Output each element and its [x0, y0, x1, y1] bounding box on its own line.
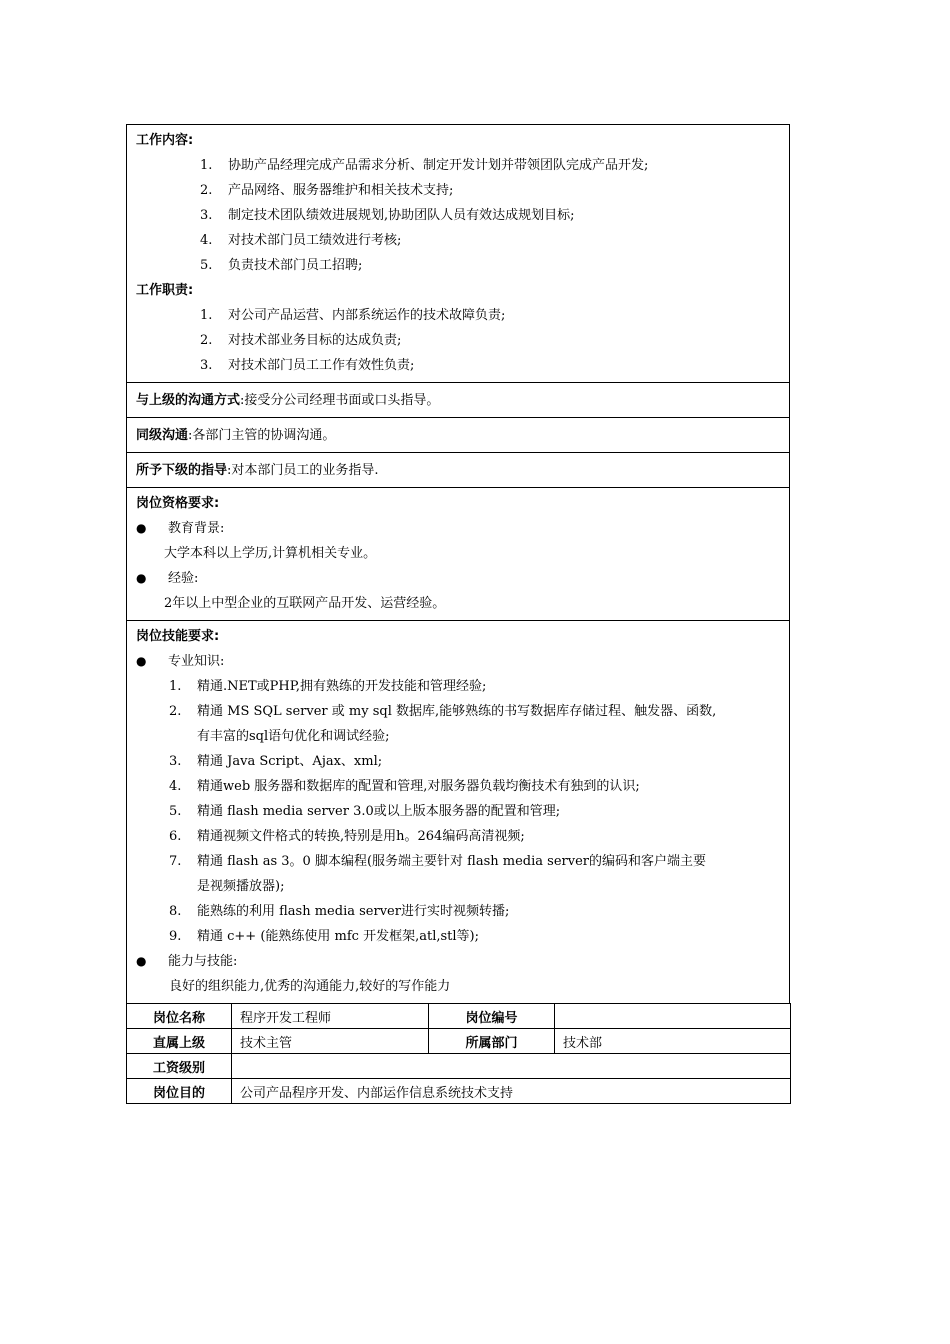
department-value: 技术部: [555, 1029, 791, 1054]
superior-label: 直属上级: [127, 1029, 232, 1054]
work-content-heading: 工作内容:: [136, 133, 194, 148]
item-text: 精通 c++ (能熟练使用 mfc 开发框架,atl,stl等);: [197, 929, 479, 944]
education-bullet-item: [136, 516, 780, 541]
work-duty-list: [136, 303, 780, 378]
list-item: [136, 924, 780, 949]
item-number: 4.: [200, 233, 213, 248]
list-item: [136, 253, 780, 278]
experience-bullet-item: [136, 566, 780, 591]
item-number: 7.: [169, 854, 182, 869]
comm-superior-text: :接受分公司经理书面或口头指导。: [240, 393, 440, 408]
list-item: [136, 899, 780, 924]
superior-value: 技术主管: [232, 1029, 429, 1054]
list-item: [136, 303, 780, 328]
bullet-icon: ●: [136, 521, 147, 535]
item-text: 精通 Java Script、Ajax、xml;: [197, 754, 383, 769]
item-text: 负责技术部门员工招聘;: [228, 258, 363, 273]
item-number: 4.: [169, 779, 182, 794]
education-label: 教育背景:: [168, 521, 225, 536]
item-text: 精通视频文件格式的转换,特别是用h。264编码高清视频;: [197, 829, 525, 844]
list-item: [136, 749, 780, 774]
item-number: 2.: [200, 333, 213, 348]
item-text: 精通web 服务器和数据库的配置和管理,对服务器负载均衡技术有独到的认识;: [197, 779, 640, 794]
item-number: 2.: [169, 704, 182, 719]
item-number: 2.: [200, 183, 213, 198]
comm-peer-text: :各部门主管的协调沟通。: [188, 428, 336, 443]
list-item: [136, 824, 780, 849]
list-item: [136, 774, 780, 799]
comm-peer-row: [127, 418, 789, 453]
knowledge-label: 专业知识:: [168, 654, 225, 669]
item-text: 精通 MS SQL server 或 my sql 数据库,能够熟练的书写数据库存储过程、触发器、函数,: [197, 704, 717, 719]
comm-superior-label: 与上级的沟通方式: [136, 393, 241, 408]
ability-text: 良好的组织能力,优秀的沟通能力,较好的写作能力: [169, 979, 451, 994]
bullet-icon: ●: [136, 654, 147, 668]
item-text: 对公司产品运营、内部系统运作的技术故障负责;: [228, 308, 506, 323]
list-item: [136, 799, 780, 824]
table-row: [127, 1004, 791, 1029]
qualification-section: [127, 488, 789, 621]
experience-label: 经验:: [168, 571, 199, 586]
item-number: 5.: [200, 258, 213, 273]
item-text: 制定技术团队绩效进展规划,协助团队人员有效达成规划目标;: [228, 208, 575, 223]
position-name-value: 程序开发工程师: [232, 1004, 429, 1029]
comm-superior-row: [127, 383, 789, 418]
table-row: [127, 1079, 791, 1104]
salary-level-value: [232, 1054, 791, 1079]
position-info-table: [126, 1003, 791, 1104]
work-duty-heading: 工作职责:: [136, 283, 194, 298]
item-text: 精通 flash as 3。0 脚本编程(服务端主要针对 flash media server的编码和客户端主要: [197, 854, 706, 869]
skills-list: [136, 674, 780, 949]
description-box: [126, 124, 790, 1003]
comm-peer-label: 同级沟通: [136, 428, 189, 443]
position-purpose-label: 岗位目的: [127, 1079, 232, 1104]
bullet-icon: ●: [136, 571, 147, 585]
item-text: 对技术部门员工工作有效性负责;: [228, 358, 415, 373]
work-section: [127, 125, 789, 383]
list-item: [136, 228, 780, 253]
item-text: 能熟练的利用 flash media server进行实时视频转播;: [197, 904, 510, 919]
table-row: [127, 1029, 791, 1054]
comm-subordinate-text: :对本部门员工的业务指导.: [227, 463, 379, 478]
list-item: [136, 153, 780, 178]
list-item: [136, 203, 780, 228]
job-description-document: [126, 124, 790, 1104]
comm-subordinate-row: [127, 453, 789, 488]
list-item: [136, 328, 780, 353]
table-row: [127, 1054, 791, 1079]
list-item: [136, 849, 780, 874]
item-text: 对技术部业务目标的达成负责;: [228, 333, 402, 348]
list-item: [136, 178, 780, 203]
skills-section: [127, 621, 789, 1003]
item-text: 精通.NET或PHP,拥有熟练的开发技能和管理经验;: [197, 679, 487, 694]
skills-heading: 岗位技能要求:: [136, 629, 220, 644]
item-number: 6.: [169, 829, 182, 844]
bullet-icon: ●: [136, 954, 147, 968]
education-text: 大学本科以上学历,计算机相关专业。: [164, 546, 377, 561]
item-number: 1.: [169, 679, 182, 694]
ability-label: 能力与技能:: [168, 954, 238, 969]
list-item: [136, 674, 780, 699]
item-number: 9.: [169, 929, 182, 944]
knowledge-bullet-item: [136, 649, 780, 674]
work-content-list: [136, 153, 780, 278]
item-number: 8.: [169, 904, 182, 919]
experience-text: 2年以上中型企业的互联网产品开发、运营经验。: [164, 596, 446, 611]
comm-subordinate-label: 所予下级的指导: [136, 463, 228, 478]
qualification-heading: 岗位资格要求:: [136, 496, 220, 511]
salary-level-label: 工资级别: [127, 1054, 232, 1079]
department-label: 所属部门: [429, 1029, 555, 1054]
item-number: 1.: [200, 308, 213, 323]
list-item-continuation: 有丰富的sql语句优化和调试经验;: [197, 729, 390, 744]
list-item: [136, 699, 780, 724]
position-name-label: 岗位名称: [127, 1004, 232, 1029]
position-no-value: [555, 1004, 791, 1029]
item-text: 产品网络、服务器维护和相关技术支持;: [228, 183, 454, 198]
list-item: [136, 353, 780, 378]
item-number: 1.: [200, 158, 213, 173]
item-text: 对技术部门员工绩效进行考核;: [228, 233, 402, 248]
position-purpose-value: 公司产品程序开发、内部运作信息系统技术支持: [232, 1079, 791, 1104]
item-number: 3.: [200, 208, 213, 223]
item-number: 3.: [200, 358, 213, 373]
item-text: 协助产品经理完成产品需求分析、制定开发计划并带领团队完成产品开发;: [228, 158, 649, 173]
ability-bullet-item: [136, 949, 780, 974]
item-number: 5.: [169, 804, 182, 819]
position-no-label: 岗位编号: [429, 1004, 555, 1029]
item-number: 3.: [169, 754, 182, 769]
item-text: 精通 flash media server 3.0或以上版本服务器的配置和管理;: [197, 804, 561, 819]
list-item-continuation: 是视频播放器);: [197, 879, 285, 894]
